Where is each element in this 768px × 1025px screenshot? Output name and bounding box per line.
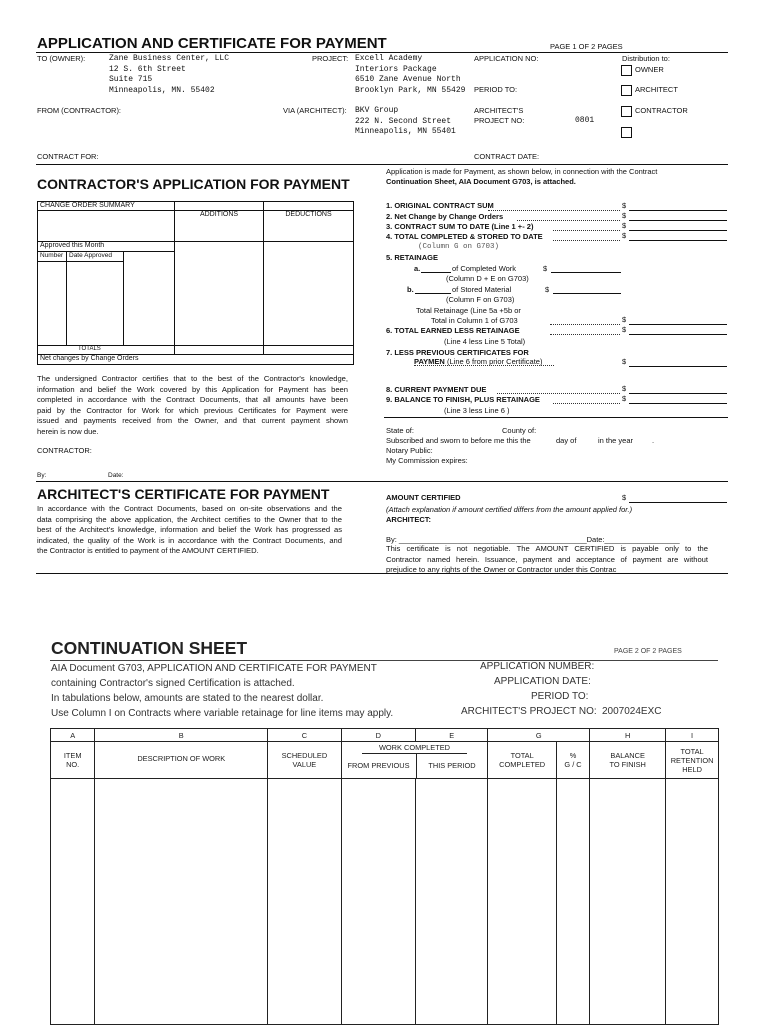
- line-5a-letter: a.: [414, 264, 421, 273]
- line-1-dollar: $: [622, 201, 627, 210]
- in-the-year-label: in the year: [598, 436, 634, 445]
- line-6-total-earned: 6. TOTAL EARNED LESS RETAINAGE: [386, 326, 520, 335]
- distribution-blank-checkbox[interactable]: [621, 127, 632, 138]
- header-text: WORK COMPLETED: [362, 742, 468, 754]
- retention-header: [666, 742, 719, 779]
- period-to-label: PERIOD TO:: [474, 85, 518, 94]
- this-period-header: THIS PERIOD: [428, 761, 476, 770]
- certificate-notice: [386, 544, 708, 576]
- instruction-line: AIA Document G703, APPLICATION AND CERTIFICATE FOR PAYMENT: [51, 663, 377, 674]
- balance-header: [590, 742, 666, 779]
- table-cell[interactable]: [341, 779, 415, 1025]
- county-of-label: County of:: [502, 426, 537, 435]
- application-no-label: APPLICATION NO:: [474, 54, 539, 63]
- column-letter: A: [51, 729, 95, 742]
- header-text: %: [569, 751, 577, 760]
- contractor-date-label: Date:: [108, 472, 124, 479]
- table-cell[interactable]: [268, 779, 341, 1025]
- architects-label: ARCHITECT'S: [474, 106, 524, 115]
- notice-line: This certificate is not negotiable. The AMOUNT CERTIFIED is payable only to the: [386, 544, 708, 553]
- line-4-subnote: (Column G on G703): [418, 243, 500, 251]
- line-9-balance-to-finish: 9. BALANCE TO FINISH, PLUS RETAINAGE: [386, 395, 540, 404]
- column-letter: B: [95, 729, 268, 742]
- line-7-less-previous: 7. LESS PREVIOUS CERTIFICATES FOR: [386, 348, 529, 357]
- contractor-certification: [37, 374, 348, 438]
- date-approved-header: Date Approved: [67, 252, 124, 262]
- total-retainage-dollar: $: [622, 315, 627, 324]
- architect-signature-label: ARCHITECT:: [386, 515, 431, 524]
- application-intro-bold: Continuation Sheet, AIA Document G703, is attached.: [386, 177, 576, 186]
- title-rule: [36, 52, 728, 53]
- project-no-label: PROJECT NO:: [474, 116, 525, 125]
- line-1-original-contract-sum: 1. ORIGINAL CONTRACT SUM: [386, 201, 494, 210]
- column-letter: G: [488, 729, 590, 742]
- certify-line: paid by the Contractor for Work for which previous Certificates for Payment were: [37, 405, 348, 415]
- table-cell[interactable]: [556, 779, 589, 1025]
- header-text: BALANCE: [610, 751, 645, 760]
- net-changes-label: Net changes by Change Orders: [38, 355, 354, 365]
- notary-public-label: Notary Public:: [386, 446, 433, 455]
- table-cell[interactable]: [415, 779, 487, 1025]
- header-text: RETENTION: [670, 755, 714, 765]
- line-4-dollar: $: [622, 231, 627, 240]
- section-rule: [36, 481, 728, 482]
- line-1-amount-field[interactable]: [629, 210, 727, 211]
- distribution-contractor-checkbox[interactable]: [621, 106, 632, 117]
- line-2-net-change: 2. Net Change by Change Orders: [386, 212, 504, 221]
- subscribed-label: Subscribed and sworn to before me this the: [386, 436, 531, 445]
- line-3-contract-sum-to-date: 3. CONTRACT SUM TO DATE (Line 1 +- 2): [386, 222, 534, 231]
- distribution-owner-label: OWNER: [635, 65, 664, 74]
- continuation-page-indicator: PAGE 2 OF 2 PAGES: [614, 648, 682, 655]
- application-intro: Application is made for Payment, as shown below, in connection with the Contract: [386, 167, 658, 176]
- distribution-contractor-label: CONTRACTOR: [635, 106, 688, 115]
- number-header: Number: [38, 252, 67, 262]
- column-letter: H: [590, 729, 666, 742]
- line-8-amount-field[interactable]: [629, 393, 727, 394]
- line-7-dollar: $: [622, 357, 627, 366]
- year-period: .: [652, 436, 655, 445]
- architect-address: BKV Group 222 N. Second Street Minneapolis, MN 55401: [355, 106, 456, 136]
- header-text: ITEM: [63, 751, 82, 760]
- architect-certificate-body: [37, 504, 342, 557]
- column-letter: I: [666, 729, 719, 742]
- item-no-header: [51, 742, 95, 779]
- from-previous-header: FROM PREVIOUS: [342, 754, 417, 778]
- instruction-line: containing Contractor's signed Certification is attached.: [51, 678, 295, 689]
- line-5a-completed-work: of Completed Work: [452, 264, 517, 273]
- line-5b-letter: b.: [407, 285, 414, 294]
- line-5a-percent-field[interactable]: [421, 272, 451, 273]
- header-text: SCHEDULED: [281, 751, 328, 760]
- distribution-label: Distribution to:: [622, 54, 670, 63]
- attach-explanation-note: (Attach explanation if amount certified differs from the amount applied for.): [386, 505, 633, 514]
- header-text: TOTAL: [680, 746, 704, 756]
- contract-date-label: CONTRACT DATE:: [474, 152, 540, 161]
- continuation-period-to-label: PERIOD TO:: [531, 691, 589, 702]
- total-retainage-label-1: Total Retainage (Line 5a +5b or: [416, 306, 521, 315]
- total-completed-header: [488, 742, 556, 779]
- continuation-sheet-title: CONTINUATION SHEET: [51, 638, 248, 658]
- certify-line: The undersigned Contractor certifies that to the best of the Contractor's knowledge,: [37, 374, 348, 383]
- line-4-amount-field[interactable]: [629, 240, 727, 241]
- column-letter: C: [268, 729, 341, 742]
- line-7-amount-field[interactable]: [629, 366, 727, 367]
- line-6-amount-field[interactable]: [629, 334, 727, 335]
- deductions-header: DEDUCTIONS: [264, 211, 354, 242]
- scheduled-value-header: [268, 742, 341, 779]
- change-order-summary-label: CHANGE ORDER SUMMARY: [38, 202, 175, 211]
- architect-certificate-heading: ARCHITECT'S CERTIFICATE FOR PAYMENT: [37, 486, 330, 502]
- architects-project-no-label: ARCHITECT'S PROJECT NO:: [461, 706, 597, 717]
- day-of-label: day of: [556, 436, 577, 445]
- description-header: DESCRIPTION OF WORK: [95, 742, 268, 779]
- amount-certified-dollar: $: [622, 493, 627, 502]
- line-5b-stored-material: of Stored Material: [452, 285, 512, 294]
- percent-header: [556, 742, 589, 779]
- amount-certified-field[interactable]: [629, 502, 727, 503]
- table-cell[interactable]: [666, 779, 719, 1025]
- line-5a-amount-field[interactable]: [551, 272, 621, 273]
- lines-rule: [384, 417, 728, 418]
- application-number-label: APPLICATION NUMBER:: [480, 661, 595, 672]
- page1-bottom-rule: [36, 573, 728, 574]
- architect-body-line: best of the Architect's knowledge, information and belief the Work has progressed as: [37, 525, 342, 535]
- distribution-architect-checkbox[interactable]: [621, 85, 632, 96]
- continuation-instructions: [51, 661, 393, 721]
- table-cell[interactable]: [95, 779, 268, 1025]
- approved-this-month-label: Approved this Month: [38, 242, 175, 252]
- architect-body-line: the Contractor is entitled to payment of the AMOUNT CERTIFIED.: [37, 546, 259, 556]
- line-5b-amount-field[interactable]: [553, 293, 621, 294]
- commission-expires-label: My Commission expires:: [386, 456, 468, 465]
- header-text: VALUE: [292, 760, 317, 769]
- line-5-retainage: 5. RETAINAGE: [386, 253, 438, 262]
- project-label: PROJECT:: [312, 54, 349, 63]
- line-6-subnote: (Line 4 less Line 5 Total): [444, 337, 526, 346]
- architect-by-date-line[interactable]: By: _____________________________________________Date:__________________: [386, 535, 680, 544]
- header-text: NO.: [66, 760, 80, 769]
- contractor-application-heading: CONTRACTOR'S APPLICATION FOR PAYMENT: [37, 176, 350, 192]
- column-letter: E: [415, 729, 487, 742]
- line-8-dollar: $: [622, 384, 627, 393]
- line-2-dollar: $: [622, 211, 627, 220]
- work-completed-header: [341, 742, 488, 779]
- line-3-dollar: $: [622, 221, 627, 230]
- line-5b-dollar: $: [545, 285, 550, 294]
- line-3-amount-field[interactable]: [629, 230, 727, 231]
- contractor-signature-label: CONTRACTOR:: [37, 446, 92, 455]
- via-architect-label: VIA (ARCHITECT):: [283, 106, 347, 115]
- owner-address: Zane Business Center, LLC 12 S. 6th Street Suite 715 Minneapolis, MN. 55402: [109, 54, 230, 95]
- header-text: COMPLETED: [499, 760, 546, 769]
- line-9-amount-field[interactable]: [629, 403, 727, 404]
- total-retainage-label-2: Total in Column 1 of G703: [431, 316, 518, 325]
- contract-for-label: CONTRACT FOR:: [37, 152, 99, 161]
- continuation-table: [50, 728, 719, 1025]
- instruction-line: In tabulations below, amounts are stated to the nearest dollar.: [51, 693, 324, 704]
- line-2-amount-field[interactable]: [629, 220, 727, 221]
- line-6-dollar: $: [622, 325, 627, 334]
- change-order-summary-table: [37, 201, 354, 365]
- notice-line: Contractor named herein. Issuance, payment and acceptance of payment are without: [386, 554, 708, 564]
- to-owner-label: TO (OWNER):: [37, 54, 86, 63]
- project-no-value: 0801: [575, 116, 595, 125]
- line-5a-subnote: (Column D + E on G703): [446, 274, 529, 283]
- total-retainage-amount-field[interactable]: [629, 324, 727, 325]
- line-5b-percent-field[interactable]: [415, 293, 451, 294]
- from-contractor-label: FROM (CONTRACTOR):: [37, 106, 122, 115]
- architect-body-line: indicated, the quality of the Work is in accordance with the Contract Documents, and: [37, 535, 342, 545]
- table-cell[interactable]: [51, 779, 95, 1025]
- certify-line: information and belief the Work covered by this Application for Payment has been: [37, 384, 348, 394]
- line-7-payment: PAYMEN: [414, 357, 445, 366]
- certify-line: issued and payments received from the Owner, and that current payment shown: [37, 416, 348, 426]
- totals-label: TOTALS: [38, 346, 175, 355]
- line-9-subnote: (Line 3 less Line 6 ): [444, 406, 510, 415]
- header-text: TO FINISH: [609, 760, 646, 769]
- architects-project-no-value: 2007024EXC: [602, 706, 662, 717]
- project-address: Excell Academy Interiors Package 6510 Zane Avenue North Brooklyn Park, MN 55429: [355, 54, 466, 95]
- line-4-total-completed: 4. TOTAL COMPLETED & STORED TO DATE: [386, 232, 543, 241]
- table-cell[interactable]: [488, 779, 556, 1025]
- header-rule: [36, 164, 728, 165]
- architect-body-line: In accordance with the Contract Documents, based on on-site observations and the: [37, 504, 342, 513]
- page-title: APPLICATION AND CERTIFICATE FOR PAYMENT: [37, 35, 387, 52]
- amount-certified-label: AMOUNT CERTIFIED: [386, 493, 461, 502]
- line-7-subnote: (Line 6 from prior Certificate): [447, 357, 543, 366]
- additions-header: ADDITIONS: [175, 211, 264, 242]
- distribution-architect-label: ARCHITECT: [635, 85, 678, 94]
- architect-body-line: data comprising the above application, the Architect certifies to the Owner that to the: [37, 514, 342, 524]
- line-5b-subnote: (Column F on G703): [446, 295, 515, 304]
- state-of-label: State of:: [386, 426, 414, 435]
- distribution-owner-checkbox[interactable]: [621, 65, 632, 76]
- line-9-dollar: $: [622, 394, 627, 403]
- instruction-line: Use Column I on Contracts where variable retainage for line items may apply.: [51, 708, 394, 719]
- page-indicator: PAGE 1 OF 2 PAGES: [550, 42, 623, 51]
- header-text: HELD: [682, 764, 702, 774]
- notice-line: prejudice to any rights of the Owner or Contractor under this Contrac: [386, 565, 617, 575]
- contractor-by-label: By:: [37, 472, 47, 479]
- line-8-current-payment-due: 8. CURRENT PAYMENT DUE: [386, 385, 487, 394]
- line-5a-dollar: $: [543, 264, 548, 273]
- application-date-label: APPLICATION DATE:: [494, 676, 591, 687]
- certify-line: completed in accordance with the Contract Documents, that all amounts have been: [37, 395, 348, 405]
- column-letter: D: [341, 729, 415, 742]
- header-text: TOTAL: [510, 751, 534, 760]
- header-text: G / C: [564, 760, 582, 769]
- certify-line: herein is now due.: [37, 426, 99, 436]
- table-cell[interactable]: [590, 779, 666, 1025]
